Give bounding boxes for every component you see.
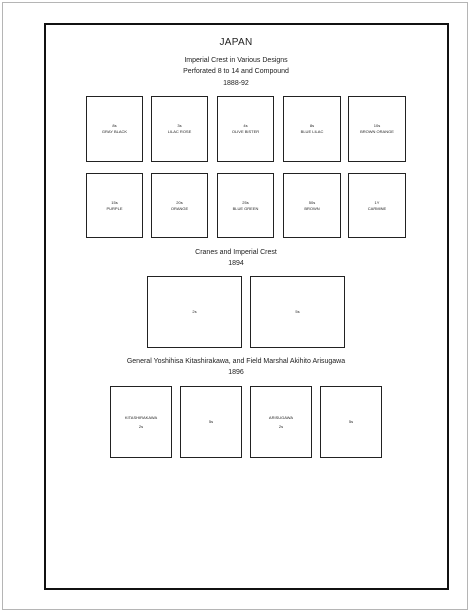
stamp-space [147, 276, 242, 348]
stamp-space [86, 96, 143, 162]
stamp-space [110, 386, 172, 458]
stamp-space [250, 276, 345, 348]
section1-heading-line1: Imperial Crest in Various Designs [184, 57, 288, 64]
stamp-value: 2s [278, 423, 284, 429]
section1-years: 1888-92 [223, 80, 249, 87]
section3-years: 1896 [228, 369, 244, 376]
stamp-value: 4s [243, 123, 248, 128]
stamp-color: BROWN ORANGE [360, 129, 394, 134]
stamp-space [320, 386, 382, 458]
section2-years: 1894 [228, 260, 244, 267]
stamp-value: 10s [373, 123, 381, 128]
stamp-name: ARISUGAWA [268, 414, 294, 420]
stamp-value: 2s [192, 309, 197, 314]
stamp-value: 8s [309, 123, 315, 128]
stamp-space [217, 173, 274, 238]
page-title: JAPAN [219, 37, 253, 48]
section1-heading-line2: Perforated 8 to 14 and Compound [183, 68, 289, 75]
stamp-space [151, 173, 208, 238]
stamp-color: OLIVE BISTER [231, 129, 260, 134]
stamp-value: 25s [242, 199, 249, 205]
stamp-value: 8s [112, 123, 117, 128]
stamp-value: 1Y [374, 199, 380, 205]
section3-heading: General Yoshihisa Kitashirakawa, and Field Marshal Akihito Arisugawa [126, 358, 346, 365]
stamp-value: 20s [176, 199, 183, 205]
stamp-value: 50s [308, 199, 316, 205]
stamp-value: 3s [177, 123, 182, 128]
stamp-value: 15s [111, 199, 118, 205]
stamp-space [283, 173, 341, 238]
stamp-color: BLUE GREEN [232, 205, 259, 211]
stamp-space [283, 96, 341, 162]
stamp-space [348, 173, 406, 238]
stamp-space [86, 173, 143, 238]
stamp-space [180, 386, 242, 458]
stamp-color: BLUE LILAC [300, 129, 324, 134]
stamp-value: 5s [295, 309, 300, 314]
stamp-value: 5s [348, 419, 354, 424]
section2-heading: Cranes and Imperial Crest [195, 249, 277, 256]
stamp-color: GRAY BLACK [101, 129, 128, 134]
stamp-space [250, 386, 312, 458]
stamp-space [348, 96, 406, 162]
stamp-color: ORANGE [170, 205, 189, 211]
stamp-color: CARMINE [367, 205, 387, 211]
stamp-color: LILAC ROSE [167, 129, 192, 134]
stamp-space [217, 96, 274, 162]
stamp-value: 5s [208, 419, 214, 424]
stamp-name: KITASHIRAKAWA [124, 414, 158, 420]
stamp-space [151, 96, 208, 162]
stamp-color: BROWN [304, 205, 320, 211]
stamp-value: 2s [138, 423, 144, 429]
stamp-color: PURPLE [106, 205, 123, 211]
